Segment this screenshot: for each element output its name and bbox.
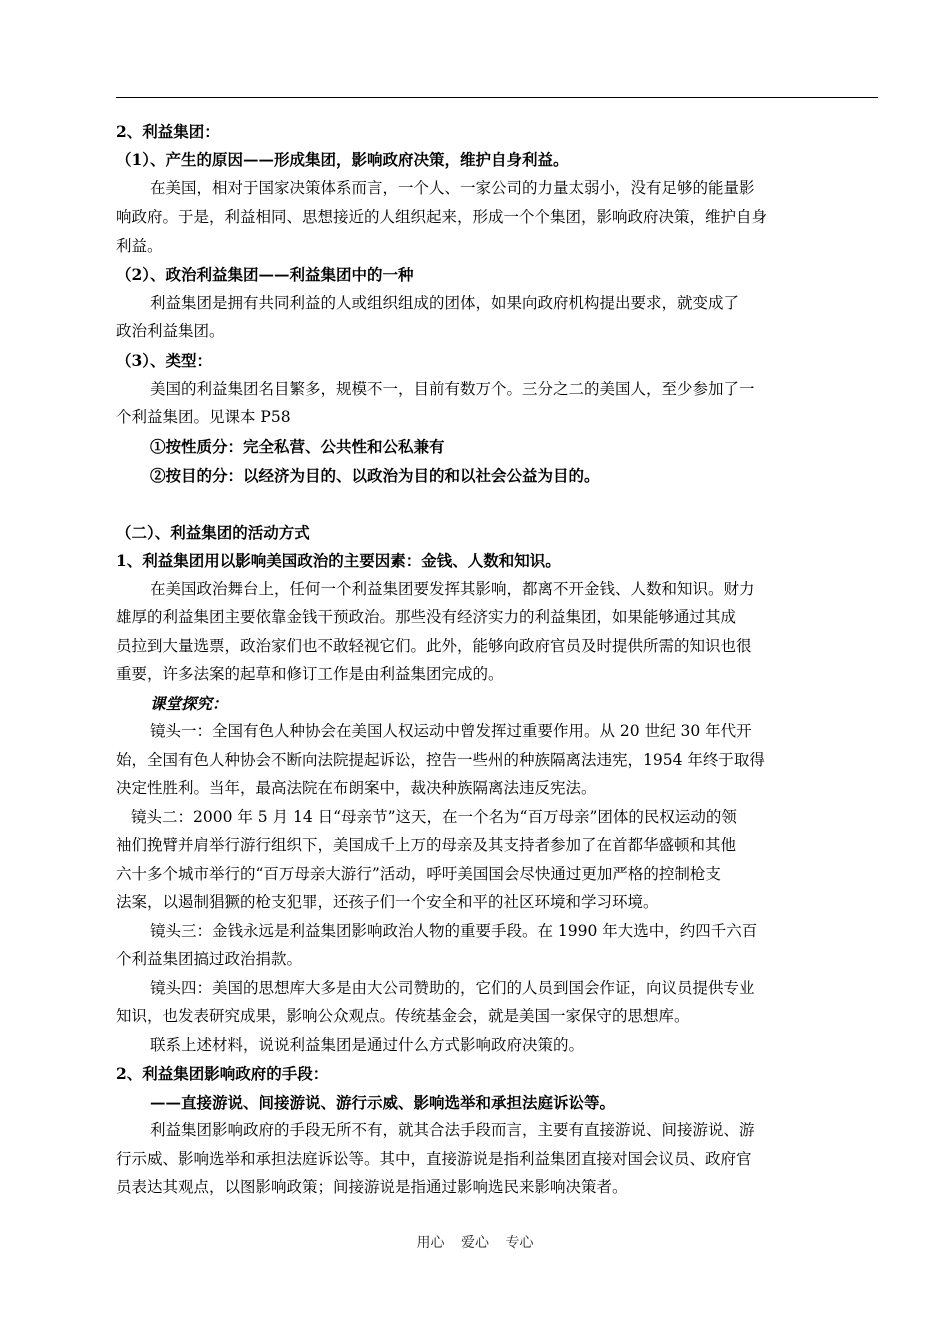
paragraph-line: 始，全国有色人种协会不断向法院提起诉讼，控告一些州的种族隔离法违宪，1954 年终于取得 xyxy=(116,751,765,769)
subheading-1: （1）、产生的原因——形成集团，影响政府决策，维护自身利益。 xyxy=(116,150,569,169)
paragraph-line: 在美国政治舞台上，任何一个利益集团要发挥其影响，都离不开金钱、人数和知识。财力 xyxy=(150,580,755,598)
paragraph-line: 六十多个城市举行的“百万母亲大游行”活动，呼吁美国国会尽快通过更加严格的控制枪支 xyxy=(116,865,721,883)
paragraph-line: 个利益集团搞过政治捐款。 xyxy=(116,950,303,968)
paragraph-line: 镜头一：全国有色人种协会在美国人权运动中曾发挥过重要作用。从 20 世纪 30 年代开 xyxy=(150,722,752,740)
paragraph-line: 联系上述材料，说说利益集团是通过什么方式影响政府决策的。 xyxy=(150,1036,585,1054)
paragraph-line: 员拉到大量选票，政治家们也不敢轻视它们。此外，能够向政府官员及时提供所需的知识也很 xyxy=(116,637,752,655)
class-inquiry-label: 课堂探究： xyxy=(150,694,228,713)
paragraph-line: 法案，以遏制猖獗的枪支犯罪，还孩子们一个安全和平的社区环境和学习环境。 xyxy=(116,893,659,911)
paragraph-line: 利益。 xyxy=(116,237,163,255)
page-footer: 用心 爱心 专心 xyxy=(416,1235,534,1251)
heading-2b-subtitle: ——直接游说、间接游说、游行示威、影响选举和承担法庭诉讼等。 xyxy=(150,1093,616,1112)
heading-2: 2、利益集团： xyxy=(116,122,220,141)
paragraph-line: 镜头四：美国的思想库大多是由大公司赞助的，它们的人员到国会作证，向议员提供专业 xyxy=(150,979,755,997)
paragraph-line: 知识，也发表研究成果，影响公众观点。传统基金会，就是美国一家保守的思想库。 xyxy=(116,1007,690,1025)
paragraph-line: 利益集团影响政府的手段无所不有，就其合法手段而言，主要有直接游说、间接游说、游 xyxy=(150,1121,755,1139)
paragraph-line: 响政府。于是，利益相同、思想接近的人组织起来，形成一个个集团，影响政府决策，维护自身 xyxy=(116,208,768,226)
paragraph-line: 美国的利益集团名目繁多，规模不一，目前有数万个。三分之二的美国人，至少参加了一 xyxy=(150,380,755,398)
paragraph-line: 利益集团是拥有共同利益的人或组织组成的团体，如果向政府机构提出要求，就变成了 xyxy=(150,294,740,312)
paragraph-line: 政治利益集团。 xyxy=(116,322,225,340)
paragraph-line: 在美国，相对于国家决策体系而言，一个人、一家公司的力量太弱小，没有足够的能量影 xyxy=(150,179,755,197)
subheading-2: （2）、政治利益集团——利益集团中的一种 xyxy=(116,265,414,284)
paragraph-line: 袖们挽臂并肩举行游行组织下，美国成千上万的母亲及其支持者参加了在首都华盛顿和其他 xyxy=(116,836,737,854)
paragraph-line: 行示威、影响选举和承担法庭诉讼等。其中，直接游说是指利益集团直接对国会议员、政府官 xyxy=(116,1150,752,1168)
paragraph-line: 决定性胜利。当年，最高法院在布朗案中，裁决种族隔离法违反宪法。 xyxy=(116,779,597,797)
paragraph-line: 重要，许多法案的起草和修订工作是由利益集团完成的。 xyxy=(116,665,504,683)
paragraph-line: 镜头二：2000 年 5 月 14 日“母亲节”这天，在一个名为“百万母亲”团体的民权运动的领 xyxy=(131,808,737,826)
subheading-3: （3）、类型： xyxy=(116,351,213,370)
heading-2b: 2、利益集团影响政府的手段： xyxy=(116,1064,329,1083)
paragraph-line: 员表达其观点，以图影响政策；间接游说是指通过影响选民来影响决策者。 xyxy=(116,1178,628,1196)
paragraph-line: 雄厚的利益集团主要依靠金钱干预政治。那些没有经济实力的利益集团，如果能够通过其成 xyxy=(116,608,737,626)
list-item: ②按目的分：以经济为目的、以政治为目的和以社会公益为目的。 xyxy=(150,466,600,485)
section-heading: （二）、利益集团的活动方式 xyxy=(116,523,310,542)
heading-1: 1、利益集团用以影响美国政治的主要因素：金钱、人数和知识。 xyxy=(116,551,561,570)
header-rule xyxy=(116,97,878,98)
paragraph-line: 个利益集团。见课本 P58 xyxy=(116,408,291,426)
paragraph-line: 镜头三：金钱永远是利益集团影响政治人物的重要手段。在 1990 年大选中，约四千六百 xyxy=(150,922,758,940)
list-item: ①按性质分：完全私营、公共性和公私兼有 xyxy=(150,437,445,456)
